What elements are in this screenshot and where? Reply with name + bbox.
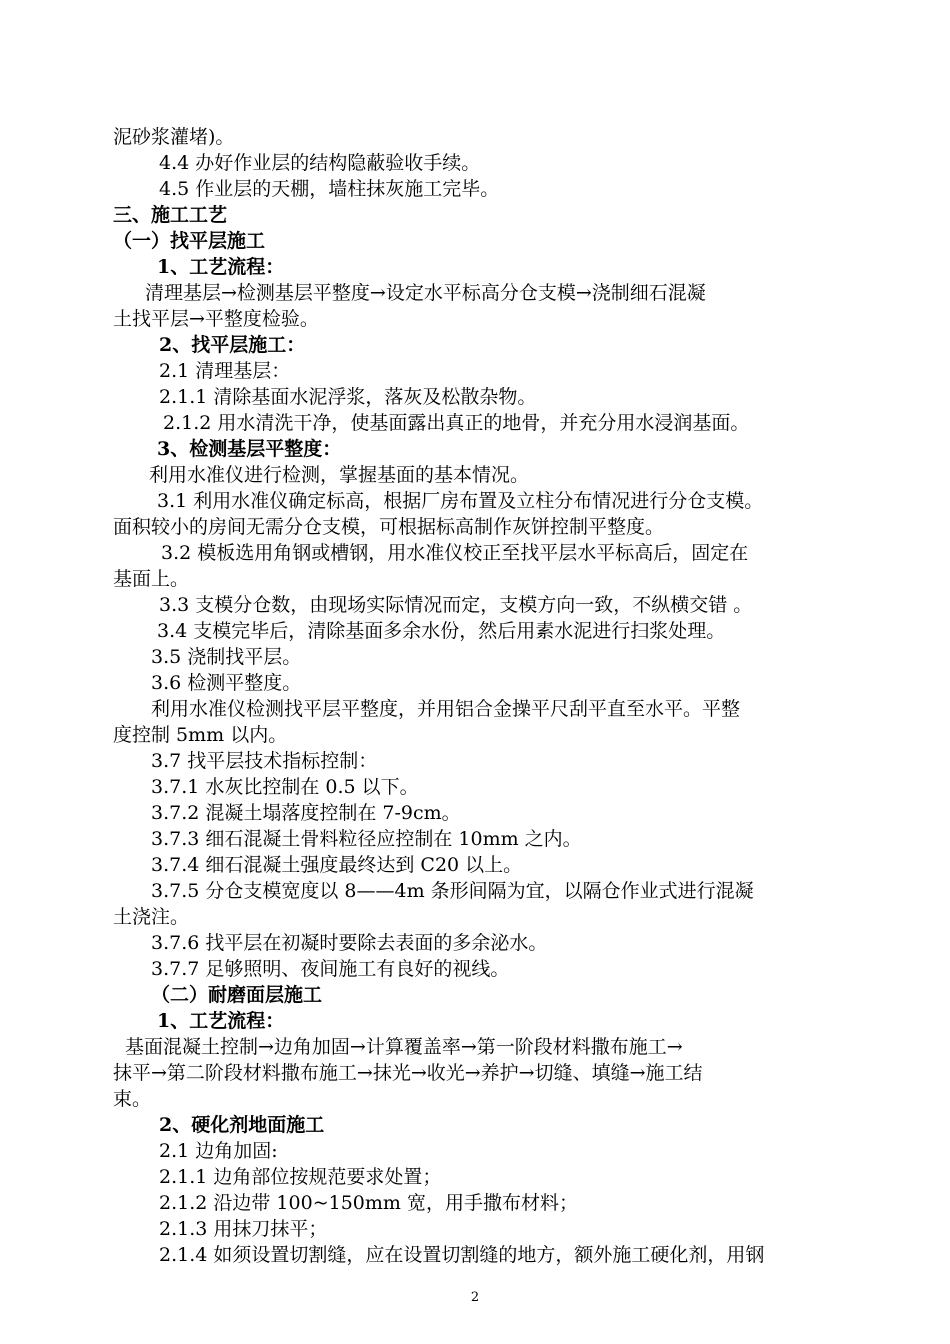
item-heading: 1、工艺流程：	[157, 256, 285, 278]
text-line: 度控制 5mm 以内。	[113, 724, 288, 746]
item-heading: 3、检测基层平整度：	[157, 438, 342, 460]
text-line: 泥砂浆灌堵)。	[113, 126, 235, 148]
text-line: 2.1.1 边角部位按规范要求处置；	[159, 1166, 442, 1188]
text-line: 3.5 浇制找平层。	[151, 646, 302, 668]
text-line: 3.4 支模完毕后，清除基面多余水份，然后用素水泥进行扫浆处理。	[157, 620, 726, 642]
text-line: 基面上。	[113, 568, 190, 590]
text-line: 3.7.4 细石混凝土强度最终达到 C20 以上。	[151, 854, 523, 876]
text-line: 面积较小的房间无需分仓支模，可根据标高制作灰饼控制平整度。	[113, 516, 665, 538]
text-line: 3.2 模板选用角钢或槽钢，用水准仪校正至找平层水平标高后，固定在	[161, 542, 749, 564]
text-line: 3.7.1 水灰比控制在 0.5 以下。	[151, 776, 419, 798]
text-line: 2.1 边角加固:	[159, 1140, 278, 1162]
text-line: 3.1 利用水准仪确定标高，根据厂房布置及立柱分布情况进行分仓支模。	[157, 490, 764, 512]
text-line: 3.6 检测平整度。	[151, 672, 302, 694]
text-line: 2.1.2 用水清洗干净，使基面露出真正的地骨，并充分用水浸润基面。	[163, 412, 750, 434]
item-heading: 2、硬化剂地面施工	[159, 1114, 325, 1136]
text-line: 束。	[113, 1088, 152, 1110]
text-line: 2.1.3 用抹刀抹平；	[159, 1218, 328, 1240]
text-line: 抹平→第二阶段材料撒布施工→抹光→收光→养护→切缝、填缝→施工结	[113, 1062, 703, 1084]
item-heading: 1、工艺流程：	[157, 1010, 285, 1032]
text-line: 3.7.3 细石混凝土骨料粒径应控制在 10mm 之内。	[151, 828, 582, 850]
text-line: 2.1 清理基层：	[159, 360, 291, 382]
subsection-heading: （二）耐磨面层施工	[151, 984, 323, 1006]
text-line: 清理基层→检测基层平整度→设定水平标高分仓支模→浇制细石混凝	[145, 282, 706, 304]
text-line: 3.7.7 足够照明、夜间施工有良好的视线。	[151, 958, 510, 980]
page-number: 2	[470, 1290, 480, 1305]
text-line: 3.7.6 找平层在初凝时要除去表面的多余泌水。	[151, 932, 548, 954]
text-line: 2.1.4 如须设置切割缝，应在设置切割缝的地方，额外施工硬化剂，用钢	[159, 1244, 765, 1266]
text-line: 3.7.5 分仓支模宽度以 8——4m 条形间隔为宜，以隔仓作业式进行混凝	[151, 880, 754, 902]
text-line: 利用水准仪检测找平层平整度，并用铝合金操平尺刮平直至水平。平整	[151, 698, 741, 720]
text-line: 基面混凝土控制→边角加固→计算覆盖率→第一阶段材料撒布施工→	[125, 1036, 683, 1058]
text-line: 4.5 作业层的天棚，墙柱抹灰施工完毕。	[159, 178, 500, 200]
text-line: 4.4 办好作业层的结构隐蔽验收手续。	[159, 152, 481, 174]
text-line: 3.7 找平层技术指标控制：	[151, 750, 378, 772]
text-line: 土浇注。	[113, 906, 190, 928]
text-line: 土找平层→平整度检验。	[113, 308, 319, 330]
text-line: 利用水准仪进行检测，掌握基面的基本情况。	[149, 464, 530, 486]
text-line: 3.7.2 混凝土塌落度控制在 7-9cm。	[151, 802, 461, 824]
subsection-heading: （一）找平层施工	[113, 230, 266, 252]
item-heading: 2、找平层施工：	[159, 334, 306, 356]
text-line: 2.1.2 沿边带 100~150mm 宽，用手撒布材料；	[159, 1192, 578, 1214]
text-line: 2.1.1 清除基面水泥浮浆，落灰及松散杂物。	[159, 386, 537, 408]
section-heading: 三、施工工艺	[113, 204, 228, 226]
text-line: 3.3 支模分仓数，由现场实际情况而定，支模方向一致，不纵横交错 。	[159, 594, 753, 616]
